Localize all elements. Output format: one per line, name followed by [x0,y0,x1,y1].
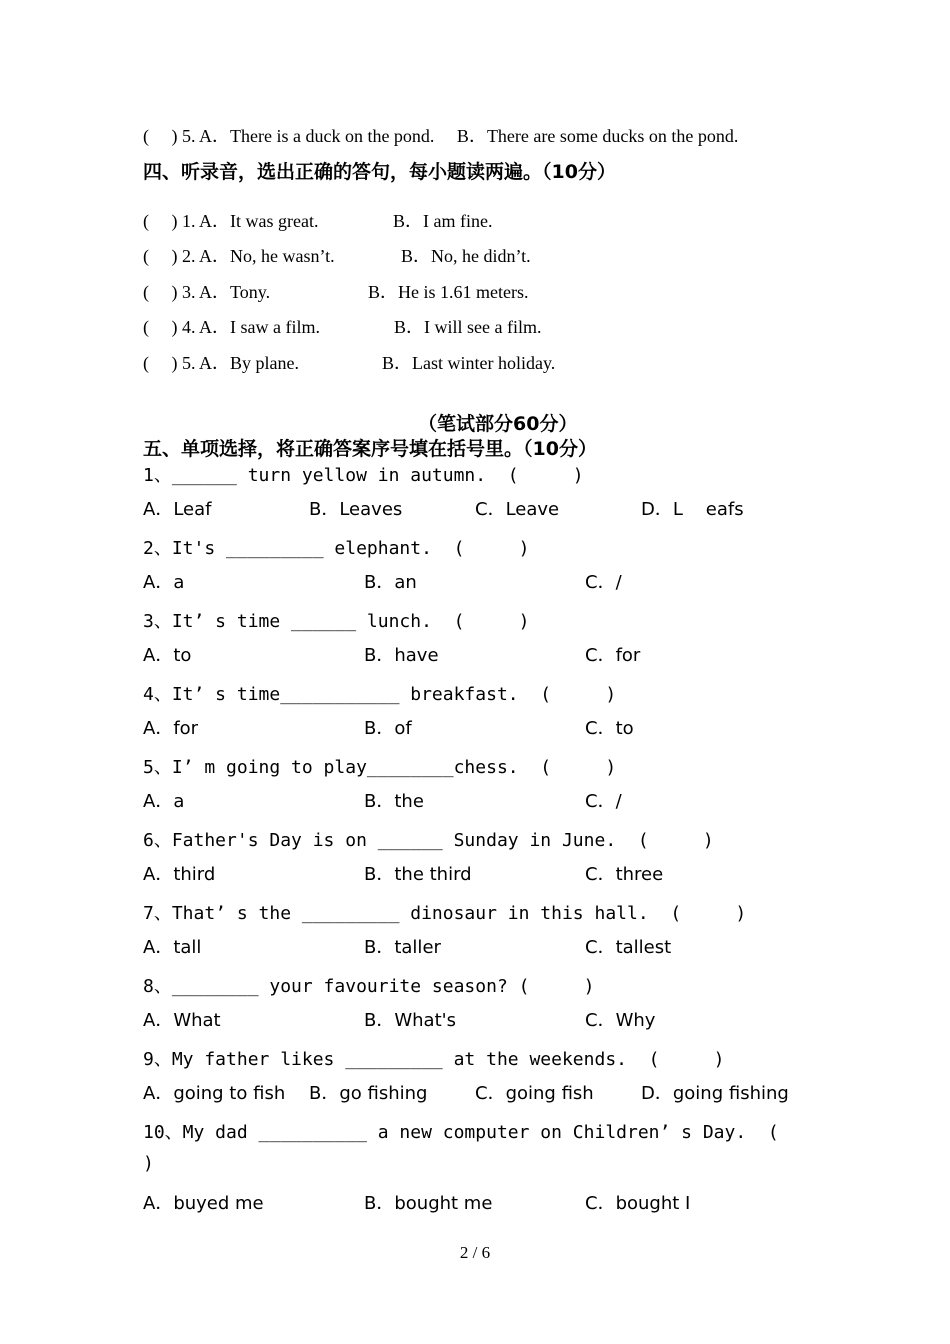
q9-option-d: D．going fishing [641,1083,789,1104]
question-2: 2、It's _________ elephant. ( ) [143,538,530,559]
s4-item-5-a: ( ) 5. A．By plane. [143,353,299,373]
q8-option-c: C．Why [585,1010,656,1031]
q3-option-c: C．for [585,645,641,666]
q9-option-a: A．going to fish [143,1083,286,1104]
q2-option-b: B．an [364,572,417,593]
s4-item-2-b: B．No, he didn’t. [401,246,531,266]
q10-option-b: B．bought me [364,1193,493,1214]
question-1: 1、______ turn yellow in autumn. ( ) [143,465,584,486]
written-part-title: （笔试部分60分） [418,413,578,435]
question-3: 3、It’ s time ______ lunch. ( ) [143,611,530,632]
listening-item-5: ( ) 5. A．There is a duck on the pond. B．There are some ducks on the pond. [143,126,739,146]
q6-option-c: C．three [585,864,664,885]
s4-item-4-a: ( ) 4. A．I saw a film. [143,317,320,337]
question-10: 10、My dad __________ a new computer on Children’ s Day. ( [143,1122,779,1143]
q2-option-c: C．/ [585,572,622,593]
question-4: 4、It’ s time___________ breakfast. ( ) [143,684,617,705]
q7-option-c: C．tallest [585,937,672,958]
q8-option-b: B．What's [364,1010,456,1031]
s4-item-4-b: B．I will see a film. [394,317,542,337]
q7-option-a: A．tall [143,937,202,958]
q6-option-b: B．the third [364,864,472,885]
q5-option-b: B．the [364,791,424,812]
section5-title: 五、单项选择，将正确答案序号填在括号里。（10分） [143,438,597,460]
question-6: 6、Father's Day is on ______ Sunday in June. ( ) [143,830,714,851]
q3-option-b: B．have [364,645,439,666]
q2-option-a: A．a [143,572,185,593]
question-9: 9、My father likes _________ at the weekends. ( ) [143,1049,725,1070]
section4-title: 四、听录音，选出正确的答句，每小题读两遍。（10分） [143,161,616,183]
question-7: 7、That’ s the _________ dinosaur in this hall. ( ) [143,903,747,924]
s4-item-3-a: ( ) 3. A．Tony. [143,282,271,302]
q6-option-a: A．third [143,864,216,885]
s4-item-3-b: B．He is 1.61 meters. [368,282,529,302]
q3-option-a: A．to [143,645,192,666]
q9-option-b: B．go fishing [309,1083,428,1104]
q5-option-a: A．a [143,791,185,812]
s4-item-1-b: B．I am fine. [393,211,493,231]
q1-option-b: B．Leaves [309,499,403,520]
s4-item-1-a: ( ) 1. A．It was great. [143,211,319,231]
q4-option-c: C．to [585,718,634,739]
q10-option-c: C．bought I [585,1193,691,1214]
q1-option-d: D．L eafs [641,499,744,520]
question-8: 8、________ your favourite season? ( ) [143,976,595,997]
q9-option-c: C．going fish [475,1083,594,1104]
q4-option-a: A．for [143,718,199,739]
q1-option-c: C．Leave [475,499,560,520]
s4-item-5-b: B．Last winter holiday. [382,353,556,373]
page-number: 2 / 6 [459,1243,491,1262]
q1-option-a: A．Leaf [143,499,212,520]
q5-option-c: C．/ [585,791,622,812]
question-5: 5、I’ m going to play________chess. ( ) [143,757,617,778]
s4-item-2-a: ( ) 2. A．No, he wasn’t. [143,246,335,266]
q4-option-b: B．of [364,718,412,739]
q10-option-a: A．buyed me [143,1193,264,1214]
q8-option-a: A．What [143,1010,221,1031]
question-10-continuation: ) [143,1153,154,1174]
q7-option-b: B．taller [364,937,441,958]
